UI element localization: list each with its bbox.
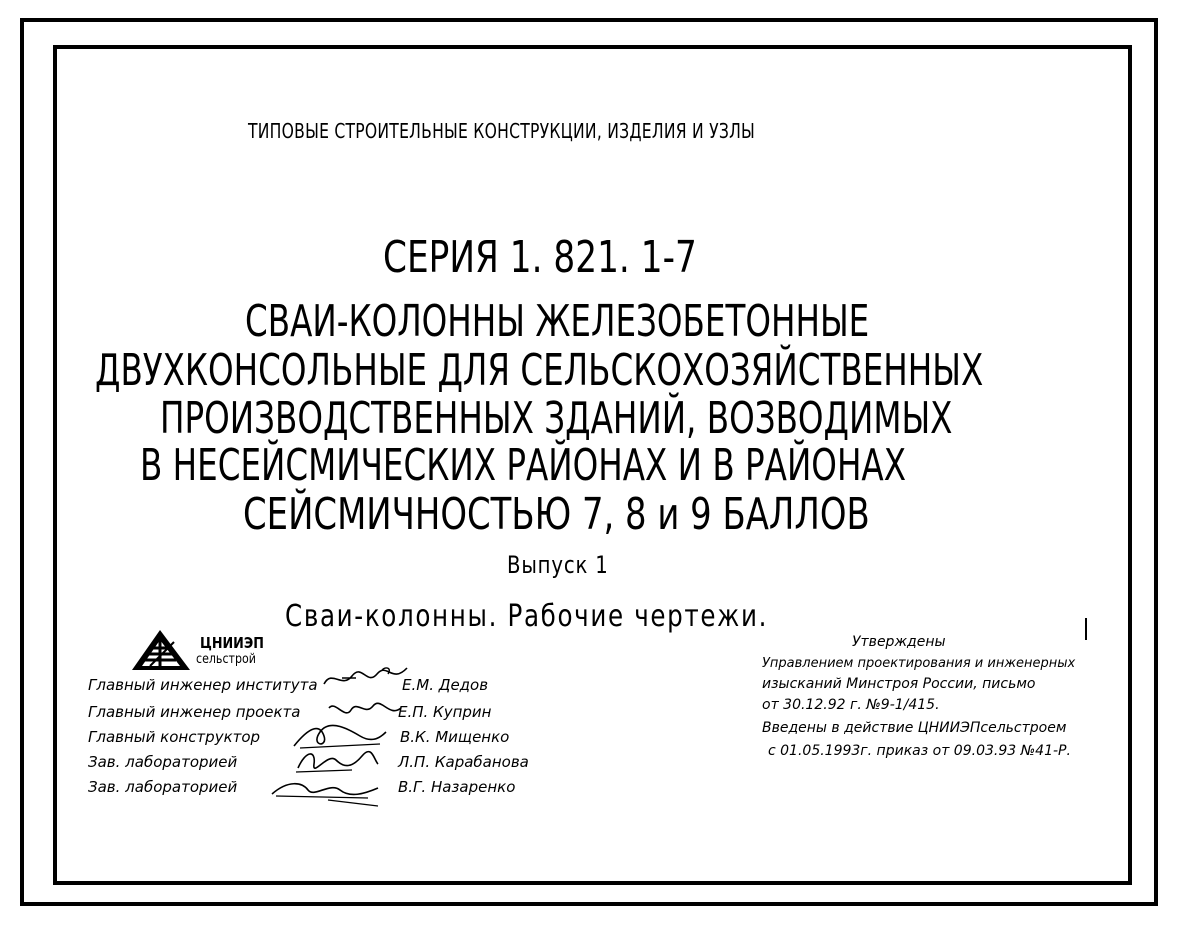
staff-name-4: Л.П. Карабанова	[398, 753, 529, 771]
approval-line-5: с 01.05.1993г. приказ от 09.03.93 №41-Р.	[768, 743, 1071, 759]
approval-heading: Утверждены	[852, 634, 946, 650]
series-number: СЕРИЯ 1. 821. 1-7	[383, 232, 697, 283]
staff-name-3: В.К. Мищенко	[400, 728, 510, 746]
signature-5	[268, 774, 383, 810]
staff-name-2: Е.П. Куприн	[398, 703, 492, 721]
title-line-3: ПРОИЗВОДСТВЕННЫХ ЗДАНИЙ, ВОЗВОДИМЫХ	[160, 393, 953, 444]
title-line-1: СВАИ-КОЛОННЫ ЖЕЛЕЗОБЕТОННЫЕ	[245, 296, 870, 347]
staff-role-3: Главный конструктор	[88, 728, 261, 746]
signature-4	[292, 746, 382, 776]
issue-number: Выпуск 1	[507, 551, 609, 579]
logo-name: ЦНИИЭП	[200, 634, 264, 652]
staff-role-2: Главный инженер проекта	[88, 703, 301, 721]
title-line-2: ДВУХКОНСОЛЬНЫЕ ДЛЯ СЕЛЬСКОХОЗЯЙСТВЕННЫХ	[95, 345, 984, 396]
staff-role-4: Зав. лабораторией	[88, 753, 238, 771]
staff-role-5: Зав. лабораторией	[88, 778, 238, 796]
approval-line-4: Введены в действие ЦНИИЭПсельстроем	[762, 720, 1067, 736]
logo-emblem-icon	[130, 628, 192, 672]
margin-mark	[1085, 618, 1087, 640]
title-line-4: В НЕСЕЙСМИЧЕСКИХ РАЙОНАХ И В РАЙОНАХ	[140, 440, 907, 491]
document-subtitle: Сваи-колонны. Рабочие чертежи.	[285, 599, 769, 634]
approval-line-3: от 30.12.92 г. №9-1/415.	[762, 697, 940, 713]
signature-1	[322, 664, 412, 694]
approval-line-2: изысканий Минстроя России, письмо	[762, 676, 1036, 692]
approval-line-1: Управлением проектирования и инженерных	[762, 656, 1076, 671]
staff-role-1: Главный инженер института	[88, 676, 318, 694]
title-line-5: СЕЙСМИЧНОСТЬЮ 7, 8 и 9 БАЛЛОВ	[243, 489, 870, 540]
document-header: ТИПОВЫЕ СТРОИТЕЛЬНЫЕ КОНСТРУКЦИИ, ИЗДЕЛИЯ И УЗЛЫ	[248, 119, 756, 143]
staff-name-5: В.Г. Назаренко	[398, 778, 516, 796]
logo-subname: сельстрой	[196, 652, 256, 667]
staff-name-1: Е.М. Дедов	[402, 676, 489, 694]
